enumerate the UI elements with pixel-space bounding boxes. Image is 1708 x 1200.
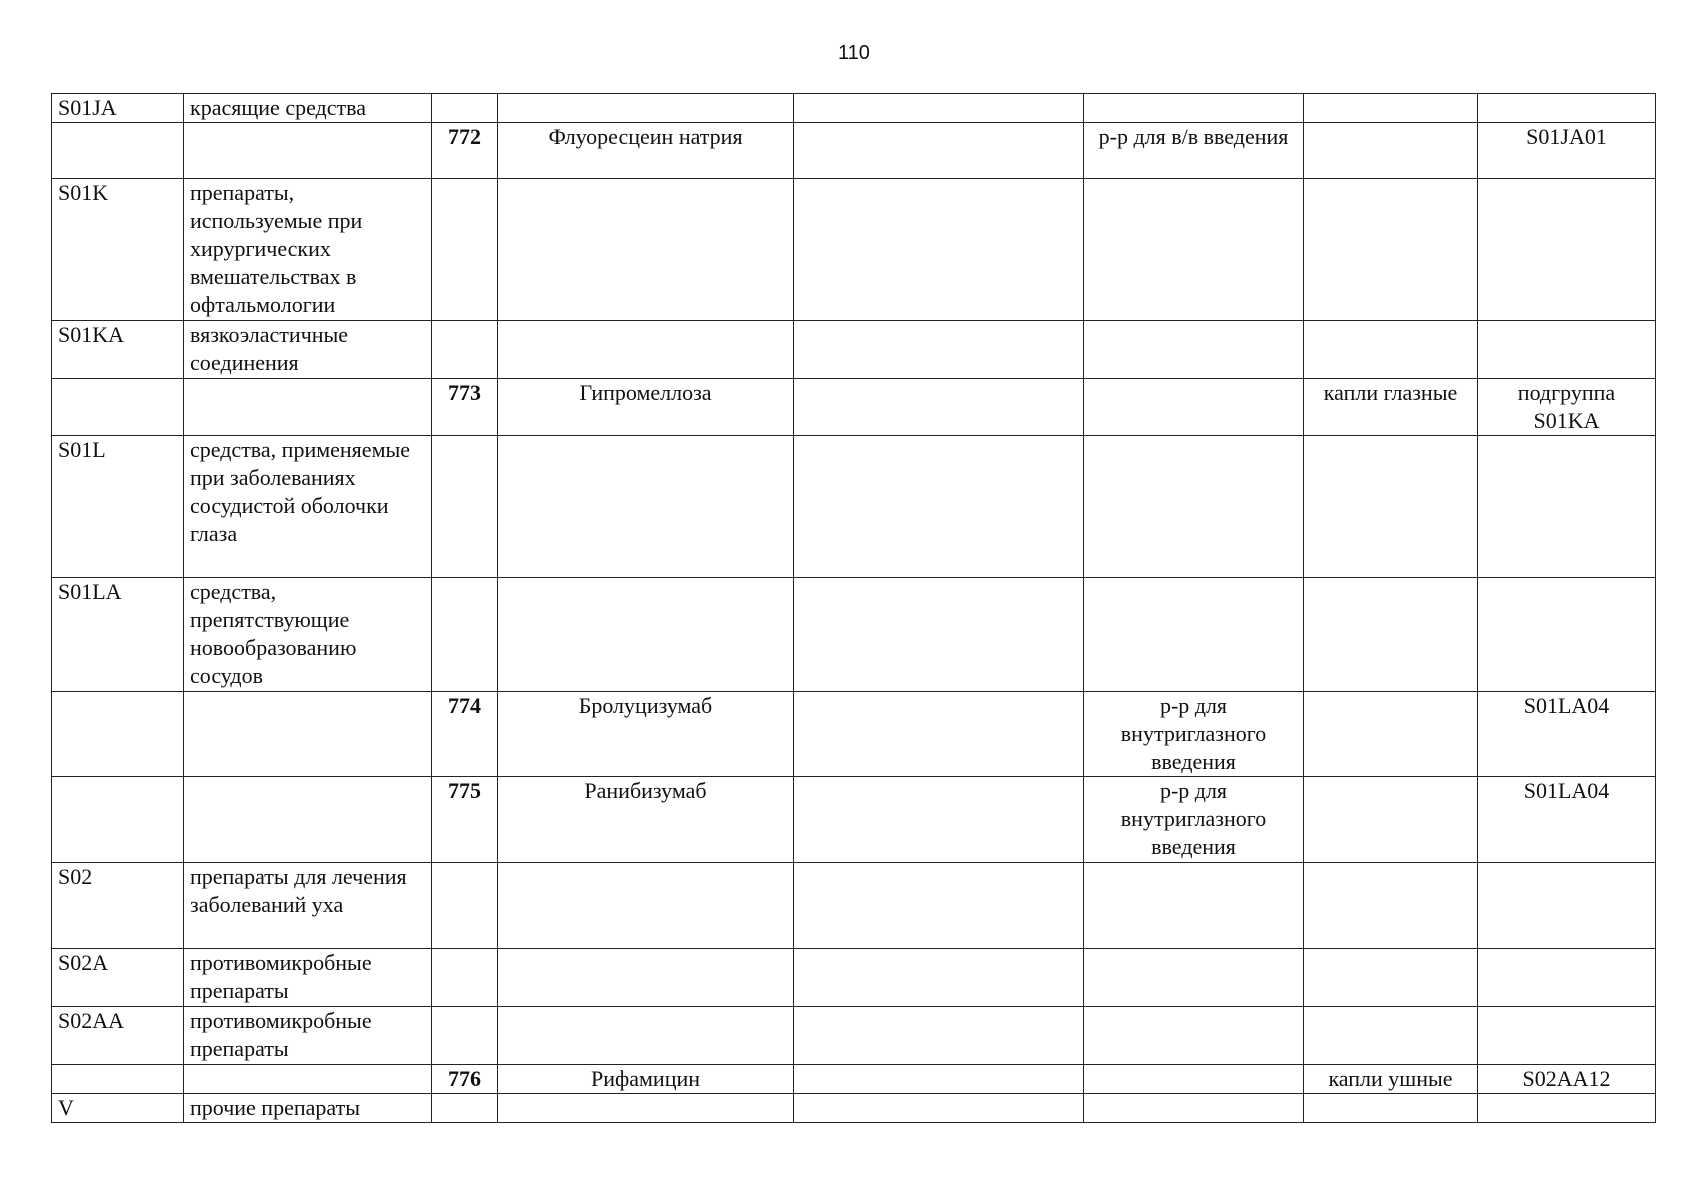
drug-name-cell: [498, 321, 794, 379]
dosage-form-alt-cell: капли глазные: [1304, 379, 1478, 436]
empty-cell: [794, 179, 1084, 321]
table-row: [52, 94, 1656, 123]
empty-cell: [794, 1094, 1084, 1123]
dosage-form-alt-cell: [1304, 692, 1478, 777]
dosage-form-cell: [1084, 578, 1304, 692]
table-row: [52, 1065, 1656, 1094]
group-cell: противомикробные препараты: [184, 1007, 432, 1065]
atc-code-cell: [1478, 1094, 1656, 1123]
table-row: [52, 578, 1656, 692]
table-row: [52, 863, 1656, 949]
atc-code-cell: S01JA01: [1478, 123, 1656, 179]
empty-cell: [794, 379, 1084, 436]
dosage-form-alt-cell: [1304, 179, 1478, 321]
empty-cell: [794, 949, 1084, 1007]
dosage-form-cell: [1084, 1094, 1304, 1123]
atc-code-cell: [1478, 1007, 1656, 1065]
drug-name-cell: [498, 1007, 794, 1065]
empty-cell: [794, 1065, 1084, 1094]
dosage-form-cell: [1084, 321, 1304, 379]
group-cell: противомикробные препараты: [184, 949, 432, 1007]
number-cell: [432, 436, 498, 578]
dosage-form-cell: р-р для в/в введения: [1084, 123, 1304, 179]
empty-cell: [794, 863, 1084, 949]
empty-cell: [794, 321, 1084, 379]
drug-name-cell: [498, 1094, 794, 1123]
group-cell: красящие средства: [184, 94, 432, 123]
atc-code-cell: [1478, 949, 1656, 1007]
table-row: [52, 436, 1656, 578]
drug-name-cell: [498, 949, 794, 1007]
dosage-form-cell: [1084, 949, 1304, 1007]
dosage-form-alt-cell: [1304, 321, 1478, 379]
code-cell: [52, 379, 184, 436]
table-row: [52, 379, 1656, 436]
group-cell: препараты, используемые при хирургических вмешательствах в офтальмологии: [184, 179, 432, 321]
drug-name-cell: Флуоресцеин натрия: [498, 123, 794, 179]
code-cell: [52, 777, 184, 863]
atc-code-cell: S01LA04: [1478, 777, 1656, 863]
group-cell: [184, 123, 432, 179]
number-cell: [432, 949, 498, 1007]
group-cell: [184, 692, 432, 777]
dosage-form-cell: [1084, 863, 1304, 949]
number-cell: [432, 578, 498, 692]
empty-cell: [794, 1007, 1084, 1065]
code-cell: S01LA: [52, 578, 184, 692]
number-cell: 772: [432, 123, 498, 179]
atc-code-cell: [1478, 436, 1656, 578]
table-row: [52, 179, 1656, 321]
code-cell: S01L: [52, 436, 184, 578]
code-cell: [52, 123, 184, 179]
dosage-form-alt-cell: [1304, 949, 1478, 1007]
number-cell: [432, 321, 498, 379]
drug-name-cell: Рифамицин: [498, 1065, 794, 1094]
page-number: 110: [838, 42, 870, 64]
drug-name-cell: [498, 578, 794, 692]
dosage-form-alt-cell: [1304, 1094, 1478, 1123]
empty-cell: [794, 578, 1084, 692]
group-cell: [184, 1065, 432, 1094]
empty-cell: [794, 123, 1084, 179]
dosage-form-cell: [1084, 1007, 1304, 1065]
group-cell: средства, препятствующие новообразованию сосудов: [184, 578, 432, 692]
empty-cell: [794, 692, 1084, 777]
dosage-form-alt-cell: [1304, 123, 1478, 179]
dosage-form-cell: [1084, 179, 1304, 321]
number-cell: [432, 94, 498, 123]
dosage-form-alt-cell: [1304, 863, 1478, 949]
drug-name-cell: Гипромеллоза: [498, 379, 794, 436]
atc-code-cell: [1478, 179, 1656, 321]
code-cell: S01K: [52, 179, 184, 321]
table-row: [52, 1094, 1656, 1123]
atc-code-cell: [1478, 321, 1656, 379]
dosage-form-alt-cell: [1304, 94, 1478, 123]
dosage-form-alt-cell: [1304, 436, 1478, 578]
group-cell: прочие препараты: [184, 1094, 432, 1123]
medication-table: [51, 93, 1656, 1123]
dosage-form-cell: р-р для внутриглазного введения: [1084, 777, 1304, 863]
group-cell: [184, 777, 432, 863]
table-row: [52, 123, 1656, 179]
atc-code-cell: S01LA04: [1478, 692, 1656, 777]
dosage-form-cell: [1084, 94, 1304, 123]
dosage-form-cell: [1084, 1065, 1304, 1094]
dosage-form-alt-cell: [1304, 777, 1478, 863]
number-cell: [432, 863, 498, 949]
table-row: [52, 692, 1656, 777]
table-row: [52, 1007, 1656, 1065]
empty-cell: [794, 436, 1084, 578]
group-cell: вязкоэластичные соединения: [184, 321, 432, 379]
atc-code-cell: подгруппа S01KA: [1478, 379, 1656, 436]
dosage-form-alt-cell: [1304, 1007, 1478, 1065]
dosage-form-cell: [1084, 436, 1304, 578]
number-cell: 776: [432, 1065, 498, 1094]
drug-name-cell: [498, 179, 794, 321]
group-cell: [184, 379, 432, 436]
group-cell: средства, применяемые при заболеваниях сосудистой оболочки глаза: [184, 436, 432, 578]
number-cell: [432, 1094, 498, 1123]
table-row: [52, 777, 1656, 863]
number-cell: 774: [432, 692, 498, 777]
group-cell: препараты для лечения заболеваний уха: [184, 863, 432, 949]
drug-name-cell: Ранибизумаб: [498, 777, 794, 863]
number-cell: [432, 179, 498, 321]
atc-code-cell: [1478, 94, 1656, 123]
drug-name-cell: [498, 94, 794, 123]
code-cell: [52, 692, 184, 777]
empty-cell: [794, 777, 1084, 863]
dosage-form-alt-cell: капли ушные: [1304, 1065, 1478, 1094]
dosage-form-cell: р-р для внутриглазного введения: [1084, 692, 1304, 777]
number-cell: 775: [432, 777, 498, 863]
code-cell: V: [52, 1094, 184, 1123]
atc-code-cell: S02AA12: [1478, 1065, 1656, 1094]
dosage-form-alt-cell: [1304, 578, 1478, 692]
atc-code-cell: [1478, 863, 1656, 949]
code-cell: S02: [52, 863, 184, 949]
code-cell: S01KA: [52, 321, 184, 379]
number-cell: [432, 1007, 498, 1065]
drug-name-cell: Бролуцизумаб: [498, 692, 794, 777]
code-cell: S02A: [52, 949, 184, 1007]
code-cell: S02AA: [52, 1007, 184, 1065]
table-row: [52, 949, 1656, 1007]
dosage-form-cell: [1084, 379, 1304, 436]
atc-code-cell: [1478, 578, 1656, 692]
table-row: [52, 321, 1656, 379]
drug-name-cell: [498, 863, 794, 949]
code-cell: S01JA: [52, 94, 184, 123]
empty-cell: [794, 94, 1084, 123]
number-cell: 773: [432, 379, 498, 436]
drug-name-cell: [498, 436, 794, 578]
code-cell: [52, 1065, 184, 1094]
